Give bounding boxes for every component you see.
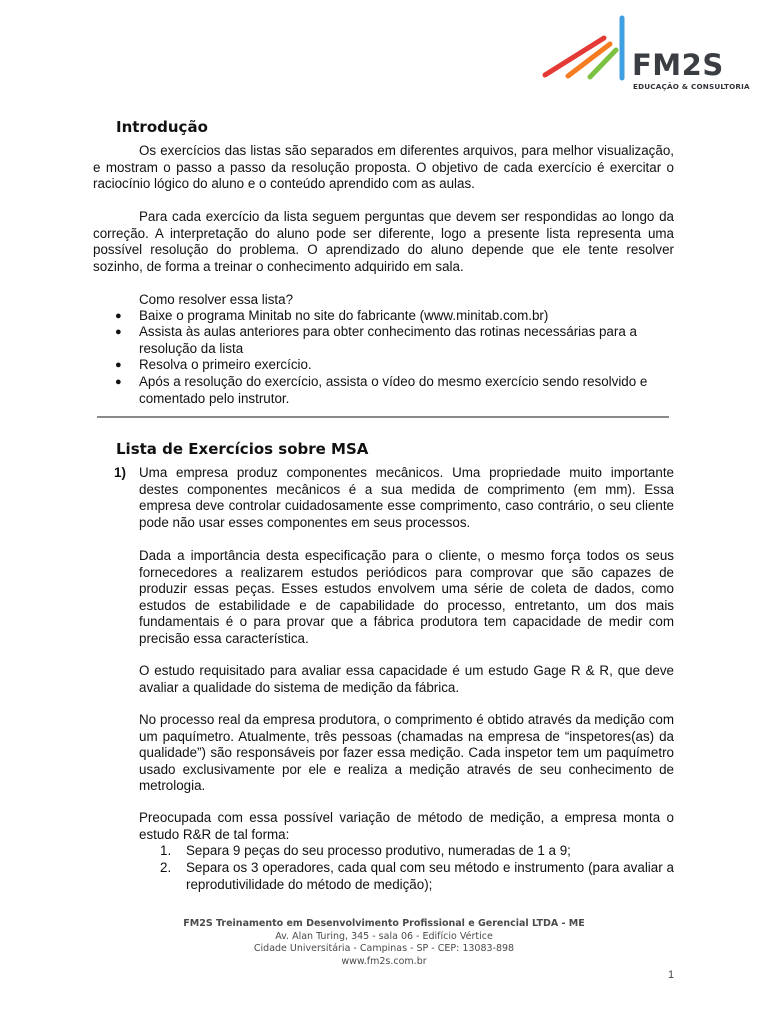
footer [0, 918, 768, 968]
intro-paragraph-1: Os exercícios das listas são separados em diferentes arquivos, para melhor visualização, e mostram o passo a passo da resolução proposta. O objetivo de cada exercício é exercitar o raciocínio lógico do aluno e o conteúdo aprendido com as aulas. [93, 143, 674, 191]
bullet-icon: ● [115, 359, 122, 371]
bullet-text: Baixe o programa Minitab no site do fabricante (www.minitab.com.br) [139, 308, 549, 323]
footer-website: www.fm2s.com.br [341, 955, 427, 967]
page-number: 1 [668, 969, 675, 981]
logo-wordmark: FM2S [632, 48, 724, 82]
list-title: Lista de Exercícios sobre MSA [116, 440, 369, 458]
bullet-icon: ● [115, 310, 122, 322]
section-divider [97, 416, 669, 418]
bullet-item [115, 374, 675, 407]
bullet-item [115, 324, 675, 357]
how-to-title: Como resolver essa lista? [139, 292, 294, 307]
footer-address-line-1: Av. Alan Turing, 345 - sala 06 - Edifício Vértice [275, 930, 493, 942]
footer-address-line-2: Cidade Universitária - Campinas - SP - CEP: 13083-898 [253, 943, 515, 954]
step-item [160, 860, 674, 893]
exercise-paragraph-4: No processo real da empresa produtora, o comprimento é obtido através da medição com um paquímetro. Atualmente, três pessoas (chamadas na empresa de “inspetores(as) da qualidade”) são responsáveis por fazer essa medição. Cada inspetor tem um paquímetro usado exclusivamente por ele e realiza a medição através de seu conhecimento de metrologia. [139, 712, 674, 793]
bullet-item [115, 308, 675, 325]
bullet-text: Após a resolução do exercício, assista o vídeo do mesmo exercício sendo resolvido e comentado pelo instrutor. [139, 374, 648, 406]
intro-title: Introdução [116, 118, 208, 136]
step-number: 1. [160, 843, 172, 858]
bullet-icon: ● [115, 326, 122, 338]
step-text: Separa 9 peças do seu processo produtivo, numeradas de 1 a 9; [186, 843, 571, 858]
bullet-item [115, 357, 675, 374]
bullet-text: Assista às aulas anteriores para obter conhecimento das rotinas necessárias para a resolução da lista [139, 324, 637, 356]
step-text: Separa os 3 operadores, cada qual com seu método e instrumento (para avaliar a reprodutivilidade do método de medição); [186, 860, 674, 892]
exercise-paragraph-1: Uma empresa produz componentes mecânicos. Uma propriedade muito importante destes componentes mecânicos é a sua medida de comprimento (em mm). Essa empresa deve controlar cuidadosamente esse comprimento, caso contrário, o seu cliente pode não usar esses componentes em seus processos. [139, 465, 674, 530]
exercise-paragraph-2: Dada a importância desta especificação para o cliente, o mesmo força todos os seus fornecedores a realizarem estudos periódicos para comprovar que são capazes de produzir essas peças. Esses estudos envolvem uma série de coleta de dados, como estudos de estabilidade e de capabilidade do processo, entretanto, um dos mais fundamentais é o para provar que a fábrica produtora tem capacidade de medir com precisão essa característica. [139, 548, 674, 646]
bullet-icon: ● [115, 376, 122, 388]
bullet-text: Resolva o primeiro exercício. [139, 357, 312, 372]
step-number: 2. [160, 860, 172, 875]
intro-paragraph-2: Para cada exercício da lista seguem perguntas que devem ser respondidas ao longo da correção. A interpretação do aluno pode ser diferente, logo a presente lista representa uma possível resolução do problema. O aprendizado do aluno depende que ele tente resolver sozinho, de forma a treinar o conhecimento adquirido em sala. [93, 209, 674, 274]
exercise-paragraph-3: O estudo requisitado para avaliar essa capacidade é um estudo Gage R & R, que deve avaliar a qualidade do sistema de medição da fábrica. [139, 663, 674, 695]
footer-company: FM2S Treinamento em Desenvolvimento Profissional e Gerencial LTDA - ME [183, 918, 585, 929]
step-item [160, 843, 674, 860]
exercise-number: 1) [114, 465, 126, 480]
exercise-paragraph-5: Preocupada com essa possível variação de método de medição, a empresa monta o estudo R&R de tal forma: [139, 810, 674, 842]
logo-tagline: EDUCAÇÃO & CONSULTORIA [633, 82, 750, 91]
